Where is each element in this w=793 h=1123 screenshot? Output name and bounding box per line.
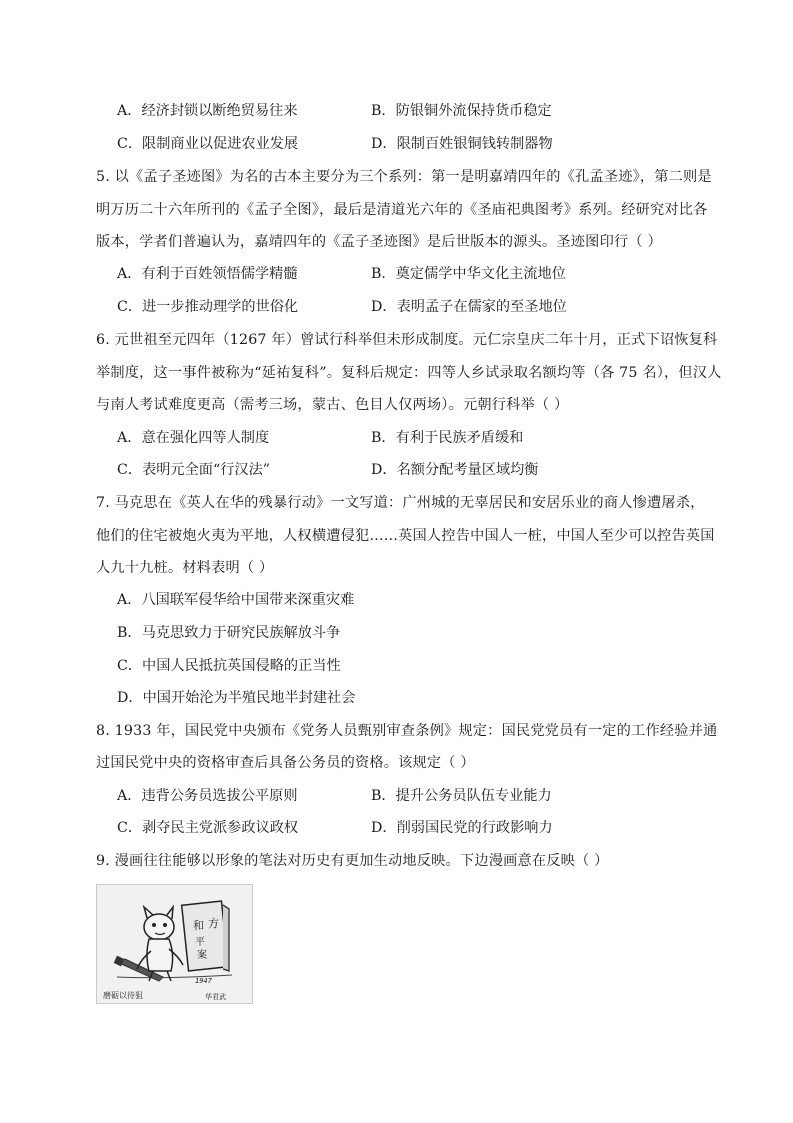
cartoon-image bbox=[96, 884, 253, 1004]
q6-option-a[interactable]: A．意在强化四等人制度 bbox=[117, 430, 270, 446]
q7-option-a[interactable]: A．八国联军侵华给中国带来深重灾难 bbox=[117, 592, 355, 608]
q5-stem-line-3: 版本，学者们普遍认为，嘉靖四年的《孟子圣迹图》是后世版本的源头。圣迹图印行（ ） bbox=[96, 234, 662, 250]
figure-body bbox=[147, 939, 173, 971]
q4-option-d[interactable]: D．限制百姓银铜钱转制器物 bbox=[371, 136, 553, 152]
q6-stem-line-3: 与南人考试难度更高（需考三场，蒙古、色目人仅两场）。元朝行科举（ ） bbox=[96, 397, 569, 413]
cartoon-drawing bbox=[97, 885, 253, 1004]
q7-stem-line-3: 人九十九桩。材料表明（ ） bbox=[96, 560, 274, 576]
q5-option-a[interactable]: A．有利于百姓领悟儒学精髓 bbox=[117, 266, 298, 282]
q8-option-d[interactable]: D．削弱国民党的行政影响力 bbox=[371, 820, 553, 836]
q6-option-b[interactable]: B．有利于民族矛盾缓和 bbox=[371, 430, 524, 446]
q7-stem-line-2: 他们的住宅被炮火夷为平地，人权横遭侵犯……英国人控告中国人一桩，中国人至少可以控告英国 bbox=[96, 528, 715, 544]
q4-option-a[interactable]: A．经济封锁以断绝贸易往来 bbox=[117, 103, 298, 119]
cartoon-caption: 磨砺以待狙 bbox=[103, 991, 143, 1000]
q6-option-c[interactable]: C．表明元全面“行汉法” bbox=[117, 462, 271, 478]
q8-option-a[interactable]: A．违背公务员选拔公平原则 bbox=[117, 788, 298, 804]
q6-stem-line-2: 举制度，这一事件被称为“延祐复科”。复科后规定：四等人乡试录取名额均等（各 75 名），但汉人 bbox=[96, 365, 722, 381]
q5-option-d[interactable]: D．表明孟子在儒家的至圣地位 bbox=[371, 299, 567, 315]
sign-char-3: 平 bbox=[195, 937, 205, 948]
q7-option-d[interactable]: D．中国开始沦为半殖民地半封建社会 bbox=[117, 690, 356, 706]
q8-option-b[interactable]: B．提升公务员队伍专业能力 bbox=[371, 788, 552, 804]
q4-option-b[interactable]: B．防银铜外流保持货币稳定 bbox=[371, 103, 552, 119]
q5-option-b[interactable]: B．奠定儒学中华文化主流地位 bbox=[371, 266, 566, 282]
q9-stem-line-1: 9. 漫画往往能够以形象的笔法对历史有更加生动地反映。下边漫画意在反映（ ） bbox=[96, 853, 609, 869]
q7-stem-line-1: 7. 马克思在《英人在华的残暴行动》一文写道：广州城的无辜居民和安居乐业的商人惨遭屠杀， bbox=[96, 495, 705, 511]
q5-stem-line-2: 明万历二十六年所刊的《孟子全图》，最后是清道光六年的《圣庙祀典图考》系列。经研究对比各 bbox=[96, 202, 708, 218]
q6-stem-line-1: 6. 元世祖至元四年（1267 年）曾试行科举但未形成制度。元仁宗皇庆二年十月，正式下诏恢复科 bbox=[96, 332, 718, 348]
q7-option-b[interactable]: B．马克思致力于研究民族解放斗争 bbox=[117, 625, 341, 641]
cartoon-signature: 华君武 bbox=[205, 993, 226, 1001]
cartoon-year: 1947 bbox=[195, 977, 212, 985]
q8-stem-line-2: 过国民党中央的资格审查后具备公务员的资格。该规定（ ） bbox=[96, 755, 475, 771]
q4-option-c[interactable]: C．限制商业以促进农业发展 bbox=[117, 136, 299, 152]
sign-char-1: 和 bbox=[193, 919, 204, 932]
sign-char-4: 案 bbox=[197, 950, 207, 961]
figure-head bbox=[144, 914, 174, 940]
sign-char-2: 方 bbox=[208, 917, 219, 930]
q8-stem-line-1: 8. 1933 年，国民党中央颁布《党务人员甄别审查条例》规定：国民党党员有一定的工作经验并通 bbox=[96, 723, 718, 739]
q7-option-c[interactable]: C．中国人民抵抗英国侵略的正当性 bbox=[117, 658, 341, 674]
q6-option-d[interactable]: D．名额分配考量区域均衡 bbox=[371, 462, 539, 478]
q8-option-c[interactable]: C．剥夺民主党派参政议政权 bbox=[117, 820, 299, 836]
q5-stem-line-1: 5. 以《孟子圣迹图》为名的古本主要分为三个系列：第一是明嘉靖四年的《孔孟圣迹》，第二则是 bbox=[96, 169, 712, 185]
q5-option-c[interactable]: C．进一步推动理学的世俗化 bbox=[117, 299, 299, 315]
